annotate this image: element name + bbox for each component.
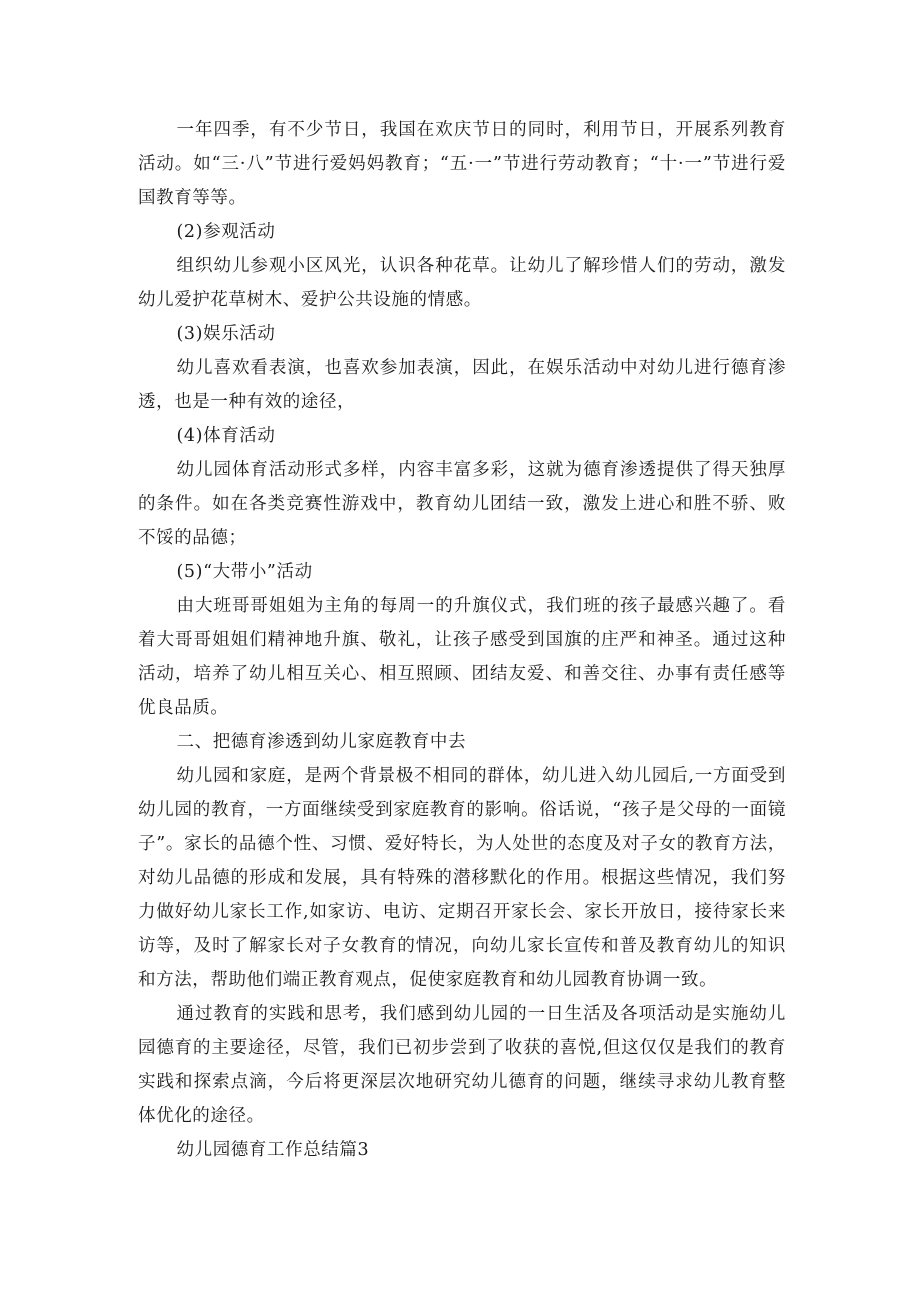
heading-big-help-small-activities: (5)“大带小”活动 [176, 562, 313, 582]
paragraph-entertainment-activities: 幼儿喜欢看表演，也喜欢参加表演，因此，在娱乐活动中对幼儿进行德育渗透，也是一种有效的途径， [138, 358, 786, 412]
paragraph-family-education: 幼儿园和家庭，是两个背景极不相同的群体，幼儿进入幼儿园后,一方面受到幼儿园的教育，一方面继续受到家庭教育的影响。俗话说，“孩子是父母的一面镜子”。家长的品德个性、习惯、爱好特长，为人处世的态度及对子女的教育方法，对幼儿品德的形成和发展，具有特殊的潜移默化的作用。根据这些情况，我们努力做好幼儿家长工作,如家访、电访、定期召开家长会、家长开放日，接待家长来访等，及时了解家长对子女教育的情况，向幼儿家长宣传和普及教育幼儿的知识和方法，帮助他们端正教育观点，促使家庭教育和幼儿园教育协调一致。 [138, 766, 786, 990]
heading-family-education: 二、把德育渗透到幼儿家庭教育中去 [176, 732, 467, 752]
paragraph-visit-activities: 组织幼儿参观小区风光，认识各种花草。让幼儿了解珍惜人们的劳动，激发幼儿爱护花草树木、爱护公共设施的情感。 [138, 256, 786, 310]
heading-sports-activities: (4)体育活动 [176, 426, 276, 446]
document-body [138, 113, 786, 1167]
heading-entertainment-activities: (3)娱乐活动 [176, 324, 276, 344]
paragraph-festival-activities: 一年四季，有不少节日，我国在欢庆节日的同时，利用节日，开展系列教育活动。如“三·八”节进行爱妈妈教育；“五·一”节进行劳动教育；“十·一”节进行爱国教育等等。 [138, 120, 786, 208]
heading-summary-part-3: 幼儿园德育工作总结篇3 [176, 1140, 370, 1160]
paragraph-big-help-small-activities: 由大班哥哥姐姐为主角的每周一的升旗仪式，我们班的孩子最感兴趣了。看着大哥哥姐姐们精神地升旗、敬礼，让孩子感受到国旗的庄严和神圣。通过这种活动，培养了幼儿相互关心、相互照顾、团结友爱、和善交往、办事有责任感等优良品质。 [138, 596, 786, 718]
heading-visit-activities: (2)参观活动 [176, 222, 276, 242]
paragraph-conclusion: 通过教育的实践和思考，我们感到幼儿园的一日生活及各项活动是实施幼儿园德育的主要途径，尽管，我们已初步尝到了收获的喜悦,但这仅仅是我们的教育实践和探索点滴，今后将更深层次地研究幼儿德育的问题，继续寻求幼儿教育整体优化的途径。 [138, 1004, 786, 1126]
paragraph-sports-activities: 幼儿园体育活动形式多样，内容丰富多彩，这就为德育渗透提供了得天独厚的条件。如在各类竞赛性游戏中，教育幼儿团结一致，激发上进心和胜不骄、败不馁的品德； [138, 460, 786, 548]
